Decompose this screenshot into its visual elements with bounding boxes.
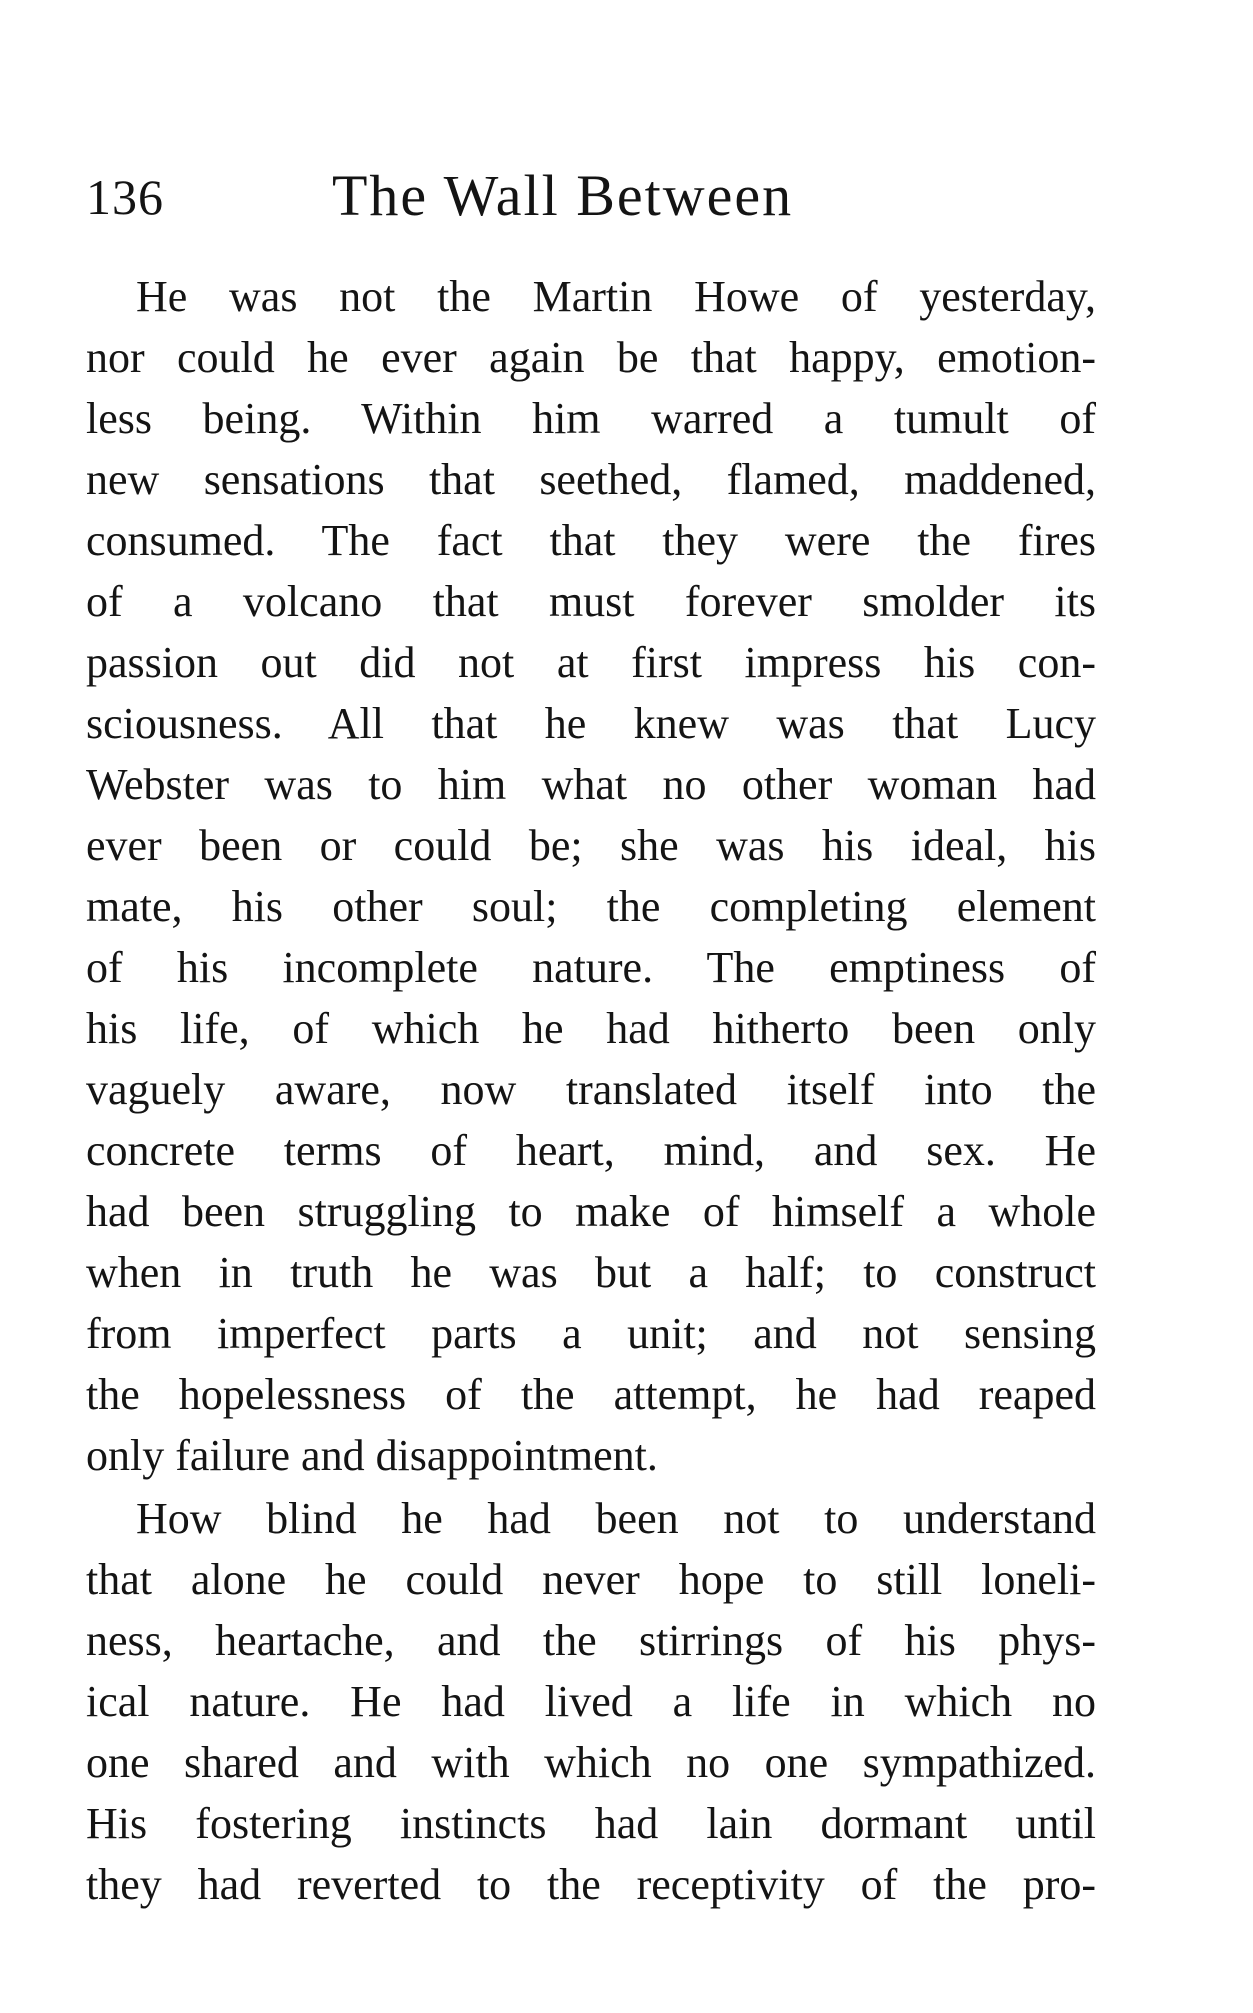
book-title: The Wall Between	[332, 163, 794, 228]
text-line: his life, of which he had hitherto been only	[86, 1004, 1096, 1053]
text-line: they had reverted to the receptivity of the pro-	[86, 1860, 1096, 1909]
text-line: of a volcano that must forever smolder its	[86, 577, 1096, 626]
text-line: the hopelessness of the attempt, he had reaped	[86, 1370, 1096, 1419]
text-line: ness, heartache, and the stirrings of his phys-	[86, 1616, 1096, 1665]
text-line: mate, his other soul; the completing element	[86, 882, 1096, 931]
text-line: when in truth he was but a half; to construct	[86, 1248, 1096, 1297]
text-line: consumed. The fact that they were the fires	[86, 516, 1096, 565]
text-line: sciousness. All that he knew was that Lucy	[86, 699, 1096, 748]
text-line: from imperfect parts a unit; and not sensing	[86, 1309, 1096, 1358]
text-line: passion out did not at first impress his con-	[86, 638, 1096, 687]
text-line: that alone he could never hope to still loneli-	[86, 1555, 1096, 1604]
text-line: His fostering instincts had lain dormant until	[86, 1799, 1096, 1848]
paragraph-1	[86, 266, 1096, 1486]
body-text	[86, 266, 1096, 1915]
text-line: Webster was to him what no other woman had	[86, 760, 1096, 809]
text-line: only failure and disappointment.	[86, 1431, 658, 1480]
text-line: nor could he ever again be that happy, emotion-	[86, 333, 1096, 382]
text-line: new sensations that seethed, flamed, maddened,	[86, 455, 1096, 504]
paragraph-2	[86, 1488, 1096, 1915]
page-number: 136	[86, 169, 164, 225]
text-line: concrete terms of heart, mind, and sex. He	[86, 1126, 1096, 1175]
text-line: vaguely aware, now translated itself into the	[86, 1065, 1096, 1114]
text-line: had been struggling to make of himself a whole	[86, 1187, 1096, 1236]
text-line: of his incomplete nature. The emptiness of	[86, 943, 1096, 992]
text-line: one shared and with which no one sympathized.	[86, 1738, 1096, 1787]
text-line: How blind he had been not to understand	[136, 1494, 1096, 1543]
running-head	[86, 162, 1096, 234]
text-line: He was not the Martin Howe of yesterday,	[136, 272, 1096, 321]
text-line: less being. Within him warred a tumult of	[86, 394, 1096, 443]
text-line: ical nature. He had lived a life in which no	[86, 1677, 1096, 1726]
text-line: ever been or could be; she was his ideal, his	[86, 821, 1096, 870]
